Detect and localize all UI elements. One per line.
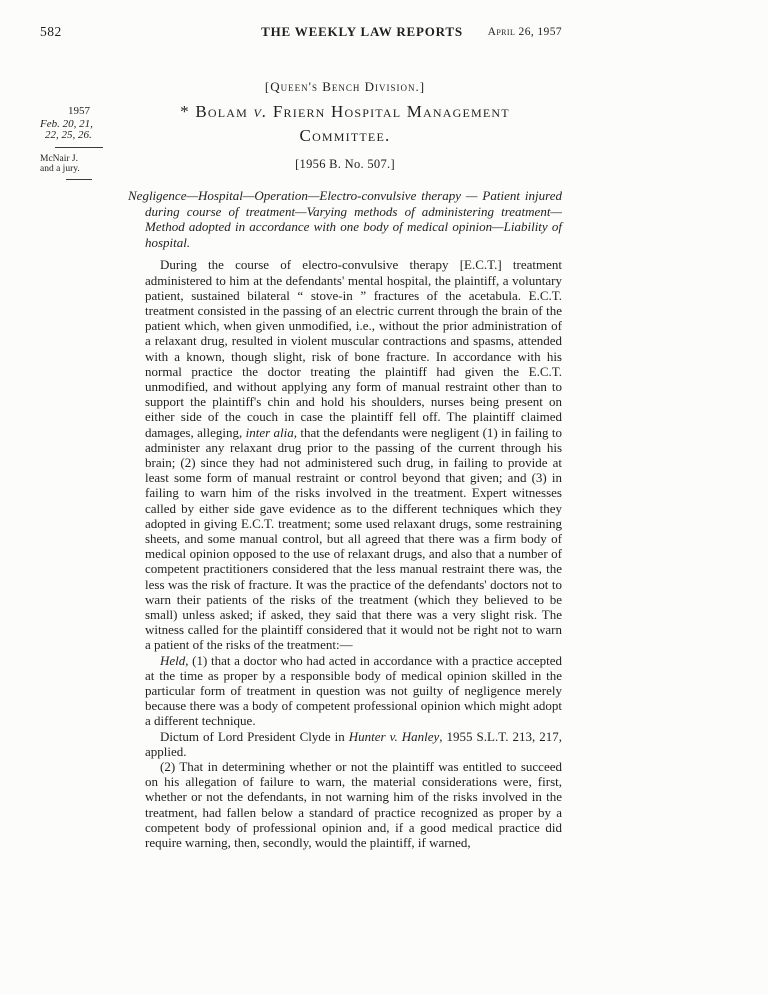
issue-date: April 26, 1957 — [487, 25, 562, 38]
summary-paragraph-held — [145, 653, 562, 729]
jury-note: and a jury. — [40, 164, 80, 174]
text-run: (1) that a doctor who had acted in accordance with a practice accepted at the time as proper by a responsible body of medical opinion skilled in the particular form of treatment in question was not guilty of negligence merely because there was a body of competent professional opinion which might adopt a different technique. — [145, 652, 562, 729]
hearing-year: 1957 — [68, 105, 90, 117]
page-header — [40, 24, 562, 42]
case-reference: [1956 B. No. 507.] — [295, 157, 395, 171]
text-run: Dictum of Lord President Clyde in — [160, 728, 349, 744]
held-label: Held, — [160, 652, 189, 668]
hearing-dates-line2: 22, 25, 26. — [45, 129, 92, 141]
latin-phrase: inter alia, — [245, 424, 298, 440]
margin-rule-short — [66, 179, 92, 180]
report-body — [128, 100, 562, 850]
text-run: that the defendants were negligent (1) in failing to administer any relaxant drug prior to the passing of the current through his brain; (2) since they had not administered such drug, in failing to provide at least some form of manual restraint or control beyond that given; and (3) in failing to warn him of the risks involved in the treatment. Expert witnesses called by either side gave evidence as to the different techniques which they adopted in giving E.C.T. treatment; some used relaxant drugs, some restraining sheets, and some manual control, but all agreed that there was a firm body of medical opinion opposed to the use of relaxant drugs, and also that a number of competent practitioners considered that the less manual restraint there was, the less was the risk of fracture. It was the practice of the defendants' doctors not to warn their patients of the risks of the treatment (which they believed to be small) unless asked; if asked, they said that there was a very slight risk. The witness called for the plaintiff considered that it would not be right not to warn a patient of the risks of the treatment:— — [145, 424, 563, 653]
case-title — [128, 100, 562, 148]
margin-notes — [40, 106, 118, 180]
cited-case-name: Hunter v. Hanley — [348, 728, 440, 744]
margin-rule — [55, 147, 103, 148]
page-number: 582 — [40, 24, 62, 39]
headnote-summary — [145, 257, 562, 850]
journal-title: THE WEEKLY LAW REPORTS — [261, 24, 463, 39]
court-division-heading: [Queen's Bench Division.] — [264, 79, 426, 94]
summary-paragraph-facts — [145, 257, 562, 652]
summary-paragraph-warn — [145, 759, 562, 850]
hearing-dates-line1: Feb. 20, 21, — [40, 117, 93, 130]
judge-name: McNair J. — [40, 153, 78, 164]
text-run: During the course of electro-convulsive therapy [E.C.T.] treatment administered to him at the defendants' mental hospital, the plaintiff, a voluntary patient, sustained bilateral “ stove-in ” fractures of the acetabula. E.C.T. treatment consisted in the passing of an electric current through the brain of the patient which, when given unmodified, i.e., without the prior administration of a relaxant drug, resulted in violent muscular contractions and spasms, attended with a known, though slight, risk of bone fracture. In accordance with his normal practice the doctor treating the plaintiff had given the E.C.T. unmodified, and without applying any form of manual restraint other than to support the plaintiff's chin and hold his shoulders, nurses being present on either side of the couch in case the plaintiff fell off. The plaintiff claimed damages, alleging, — [145, 257, 562, 440]
text-run: , 1955 S.L.T. 213, 217, applied. — [145, 728, 562, 759]
summary-paragraph-dictum — [145, 729, 562, 759]
case-title-versus: v. — [253, 102, 268, 121]
case-title-line2: Committee. — [299, 126, 391, 145]
headnote-catchwords: Negligence—Hospital—Operation—Electro-convulsive therapy — Patient injured during course of treatment—Varying methods of administering treatment—Method adopted in accordance with one body of medical opinion—Liability of hospital. — [128, 188, 562, 250]
case-title-lead: * Bolam — [180, 102, 254, 121]
case-title-rest: Friern Hospital Management — [267, 102, 510, 121]
text-run: (2) That in determining whether or not the plaintiff was entitled to succeed on his allegation of failure to warn, the material considerations were, first, whether or not the defendants, in not warning him of the risks involved in the treatment, had fallen below a standard of practice recognized as proper by a competent body of professional opinion and, if a good medical practice did require warning, then, secondly, would the plaintiff, if warned, — [145, 759, 562, 851]
